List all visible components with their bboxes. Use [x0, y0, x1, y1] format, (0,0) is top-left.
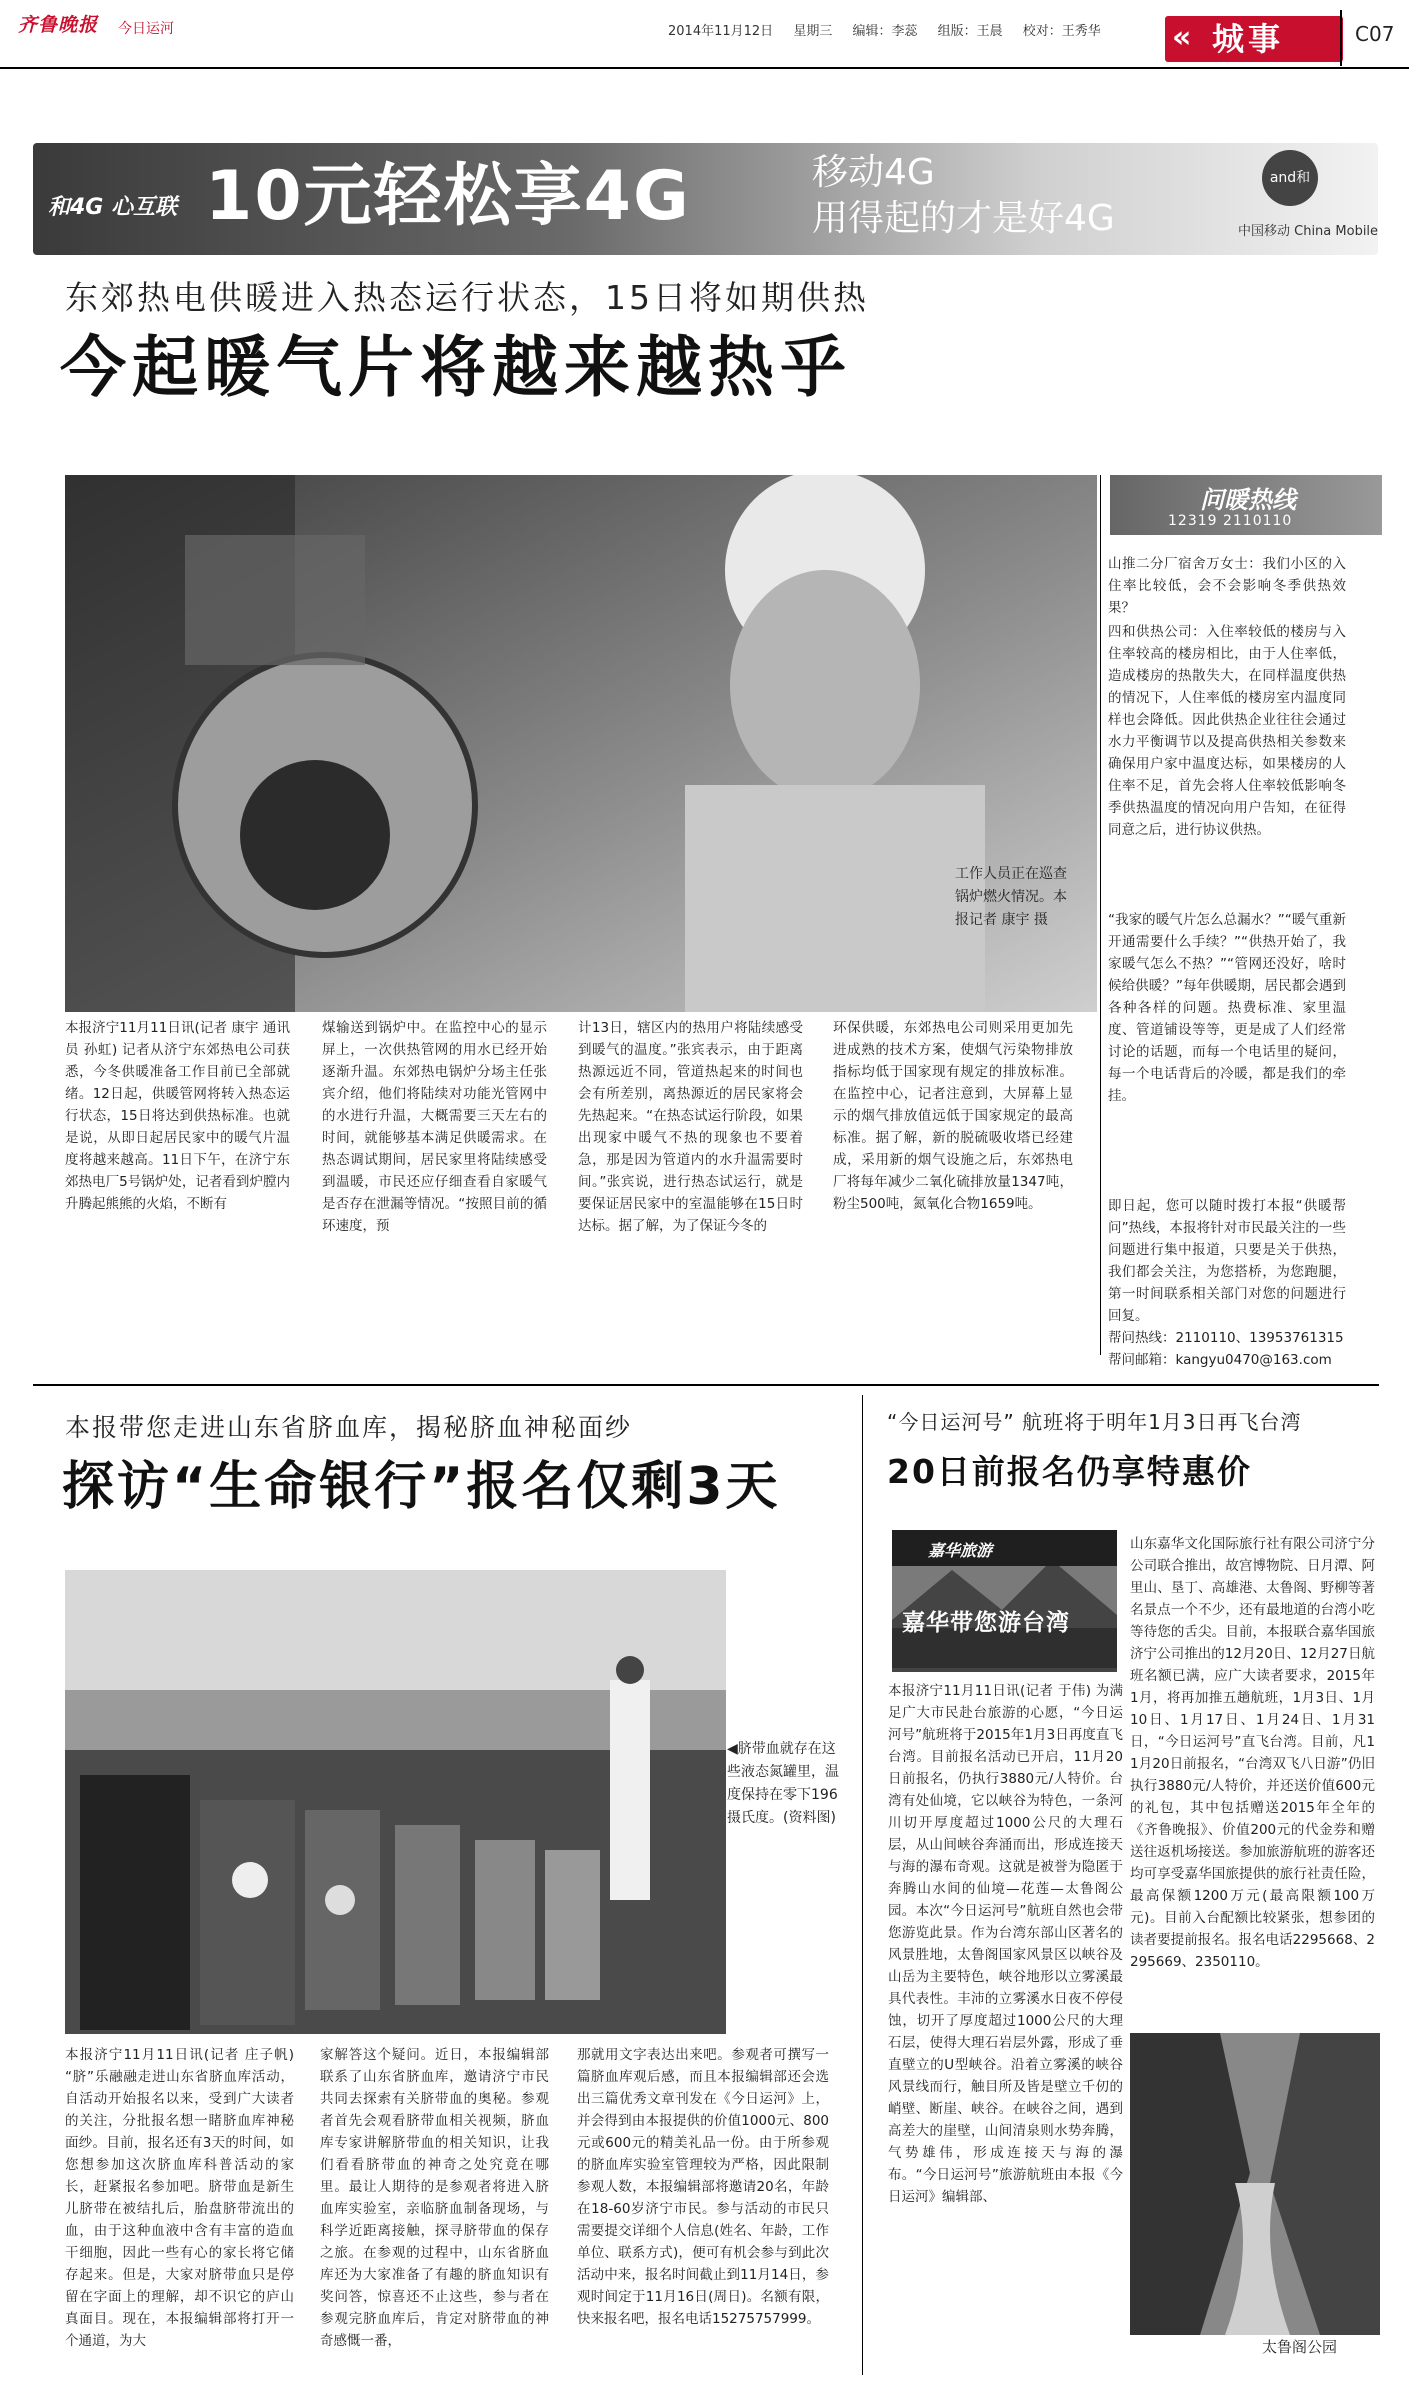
header-divider: [1340, 10, 1342, 66]
boiler-photo: [65, 475, 1097, 1012]
article2-column-2: 家解答这个疑问。近日，本报编辑部联系了山东省脐血库，邀请济宁市民共同去探索有关脐带血的奥秘。参观者首先会观看脐带血相关视频，脐血库专家讲解脐带血的相关知识，让我们看看脐带血的神奇之处究竟在哪里。最让人期待的是参观者将进入脐血库实验室，亲临脐血制备现场，与科学近距离接触，探寻脐带血的保存之旅。在参观的过程中，山东省脐血库还为大家准备了有趣的脐血知识有奖问答，惊喜还不止这些，参与者在参观完脐血库后，肯定对脐带血的神奇感慨一番，: [320, 2047, 549, 2349]
article-divider: [862, 1395, 863, 2375]
sidebar-divider: [1100, 475, 1101, 1355]
article3-column-1: 本报济宁11月11日讯(记者 于伟) 为满足广大市民赴台旅游的心愿，“今日运河号”航班将于2015年1月3日再度直飞台湾。目前报名活动已开启，11月20日前报名，仍执行3880元/人特价。台湾有处仙境，它以峡谷为特色，一条河川切开厚度超过1000公尺的大理石层，从山间峡谷奔涌而出，形成连接天与海的瀑布奇观。这就是被誉为隐匿于奔腾山水间的仙境—花莲—太鲁阁公园。本次“今日运河号”航班自然也会带您游览此景。作为台湾东部山区著名的风景胜地，太鲁阁国家风景区以峡谷及山岳为主要特色，峡谷地形以立雾溪最具代表性。丰沛的立雾溪水日夜不停侵蚀，切开了厚度超过1000公尺的大理石层，使得大理石岩层外露，形成了垂直壁立的U型峡谷。沿着立雾溪的峡谷风景线而行，触目所及皆是壁立千仞的峭壁、断崖、峡谷。在峡谷之间，遇到高差大的崖壁，山间清泉则水势奔腾，气势雄伟，形成连接天与海的瀑布。“今日运河号”旅游航班由本报《今日运河》编辑部、: [888, 1683, 1123, 2205]
header-rule: [0, 67, 1409, 69]
article2-title: 探访“生命银行”报名仅剩3天: [62, 1457, 781, 1517]
photo2-caption: ◀脐带血就存在这些液态氮罐里，温度保持在零下196摄氏度。(资料图): [727, 1741, 839, 1826]
ad-tagline-1: 移动4G: [812, 152, 935, 193]
cord-blood-photo-svg: [65, 1570, 726, 2034]
article3-title: 20日前报名仍享特惠价: [887, 1452, 1252, 1491]
article1-kicker: 东郊热电供暖进入热态运行状态，15日将如期供热: [65, 278, 869, 317]
and-logo-icon: and和: [1262, 150, 1318, 206]
hotline-invite: 即日起，您可以随时拨打本报“供暖帮问”热线，本报将针对市民最关注的一些问题进行集中报道，只要是关于供热，我们都会关注，为您搭桥，为您跑腿，第一时间联系相关部门对您的问题进行回复。: [1108, 1198, 1346, 1324]
layout-credit: 组版：王晨: [937, 24, 1003, 39]
photo4-caption: 太鲁阁公园: [1262, 2338, 1338, 2356]
tour-agency-logo: 嘉华旅游: [928, 1541, 993, 1560]
article1-column-2: 煤输送到锅炉中。在监控中心的显示屏上，一次供热管网的用水已经开始逐渐升温。东郊热电锅炉分场主任张宾介绍，他们将陆续对功能光管网中的水进行升温，大概需要三天左右的时间，就能够基本满足供暖需求。在热态调试期间，居民家里将陆续感受到温暖，市民还应仔细查看自家暖气是否存在泄漏等情况。“按照目前的循环速度，预: [322, 1020, 547, 1234]
boiler-photo-svg: [65, 475, 1097, 1012]
hotline-qa-2: 四和供热公司：入住率较低的楼房与入住率较高的楼房相比，由于人住率低，造成楼房的热散失大，在同样温度供热的情况下，人住率低的楼房室内温度同样也会降低。因此供热企业往往会通过水力平衡调节以及提高供热相关参数来确保用户家中温度达标，如果楼房的人住率不足，首先会将人住率较低影响冬季供热温度的情况向用户告知，在征得同意之后，进行协议供热。: [1108, 624, 1346, 838]
editor-credit: 编辑：李蕊: [852, 24, 918, 39]
taroko-photo-svg: [1130, 2033, 1380, 2335]
article3-column-2: 山东嘉华文化国际旅行社有限公司济宁分公司联合推出，故宫博物院、日月潭、阿里山、垦丁、高雄港、太鲁阁、野柳等著名景点一个不少，还有最地道的台湾小吃等待您的舌尖。目前，本报联合嘉华国旅济宁公司推出的12月20日、12月27日航班名额已满，应广大读者要求，2015年1月，将再加推五趟航班，1月3日、1月10日、1月17日、1月24日、1月31日，“今日运河号”直飞台湾。目前，凡11月20日前报名，“台湾双飞八日游”仍旧执行3880元/人特价，并还送价值600元的礼包，其中包括赠送2015年全年的《齐鲁晚报》、价值200元的代金券和赠送往返机场接送。参加旅游航班的游客还均可享受嘉华国旅提供的旅行社责任险，最高保额1200万元(最高限额100万元)。目前入台配额比较紧张，想参团的读者要提前报名。报名电话2295668、2295669、2350110。: [1130, 1536, 1375, 1970]
article1-title: 今起暖气片将越来越热乎: [60, 329, 852, 406]
article2-kicker: 本报带您走进山东省脐血库，揭秘脐血神秘面纱: [65, 1413, 633, 1442]
masthead-logo: 齐鲁晚报: [18, 14, 99, 36]
ad-tagline-2: 用得起的才是好4G: [812, 198, 1115, 239]
article1-column-3: 计13日，辖区内的热用户将陆续感受到暖气的温度。”张宾表示，由于距离热源远近不同，管道热起来的时间也会有所差别，离热源近的居民家将会先热起来。“在热态试运行阶段，如果出现家中暖气不热的现象也不要着急，那是因为管道内的水升温需要时间。”张宾说，进行热态试运行，就是要保证居民家中的室温能够在15日时达标。据了解，为了保证今冬的: [578, 1020, 803, 1234]
proof-credit: 校对：王秀华: [1022, 24, 1101, 39]
article2-column-1: 本报济宁11月11日讯(记者 庄子帆) “脐”乐融融走进山东省脐血库活动，自活动开始报名以来，受到广大读者的关注，分批报名想一睹脐血库神秘面纱。目前，报名还有3天的时间，如您想参加这次脐血库科普活动的家长，赶紧报名参加吧。脐带血是新生儿脐带在被结扎后，胎盘脐带流出的血，由于这种血液中含有丰富的造血干细胞，因此一些有心的家长将它储存起来。但是，大家对脐带血只是停留在字面上的理解，却不识它的庐山真面目。现在，本报编辑部将打开一个通道，为大: [65, 2047, 294, 2349]
ad-brand: 和4G 心互联: [48, 195, 178, 220]
taroko-park-photo: [1130, 2033, 1380, 2335]
section-title: 城事: [1212, 20, 1285, 58]
article3-kicker: “今日运河号” 航班将于明年1月3日再飞台湾: [887, 1410, 1302, 1434]
issue-date: 2014年11月12日: [668, 24, 774, 39]
article1-column-4: 环保供暖，东郊热电公司则采用更加先进成熟的技术方案，使烟气污染物排放指标均低于国家现有规定的排放标准。在监控中心，记者注意到，大屏幕上显示的烟气排放值远低于国家规定的最高标准。据了解，新的脱硫吸收塔已经建成，采用新的烟气设施之后，东郊热电厂将每年减少二氧化硫排放量1347吨，粉尘500吨，氮氧化合物1659吨。: [833, 1020, 1073, 1212]
tour-banner-text: 嘉华带您游台湾: [902, 1610, 1070, 1636]
hotline-intro: “我家的暖气片怎么总漏水？”“暖气重新开通需要什么手续？”“供热开始了，我家暖气怎么不热？”“管网还没好，啥时候给供暖？”每年供暖期，居民都会遇到各种各样的问题。热费标准、家里温度、管道铺设等等，更是成了人们经常讨论的话题，而每一个电话里的疑问，每一个电话背后的冷暖，都是我们的牵挂。: [1108, 912, 1346, 1104]
taiwan-tour-banner: [892, 1530, 1117, 1672]
weekday: 星期三: [793, 24, 833, 39]
chevron-left-icon: «: [1172, 20, 1192, 55]
cord-blood-bank-photo: [65, 1570, 726, 2034]
china-mobile-logo: 中国移动 China Mobile: [1238, 224, 1379, 239]
hotline-phone: 12319 2110110: [1168, 513, 1293, 529]
hotline-number: 帮问热线：2110110、13953761315: [1108, 1330, 1344, 1346]
hotline-title: 问暖热线: [1200, 486, 1296, 514]
edition-name: 今日运河: [118, 21, 174, 37]
hotline-qa-1: 山推二分厂宿舍万女士：我们小区的入住率比较低，会不会影响冬季供热效果？: [1108, 556, 1346, 616]
photo1-caption: 工作人员正在巡查锅炉燃火情况。本报记者 康宇 摄: [955, 866, 1067, 928]
article1-column-1: 本报济宁11月11日讯(记者 康宇 通讯员 孙虹) 记者从济宁东郊热电公司获悉，今冬供暖准备工作目前已全部就绪。12日起，供暖管网将转入热态运行状态，15日将达到供热标准。也就是说，从即日起居民家中的暖气片温度将越来越高。11日下午，在济宁东郊热电厂5号锅炉处，记者看到炉膛内升腾起熊熊的火焰，不断有: [65, 1020, 290, 1212]
article2-column-3: 那就用文字表达出来吧。参观者可撰写一篇脐血库观后感，而且本报编辑部还会选出三篇优秀文章刊发在《今日运河》上，并会得到由本报提供的价值1000元、800元或600元的精美礼品一份。由于所参观的脐血库实验室管理较为严格，因此限制参观人数，本报编辑部将邀请20名，年龄在18-60岁济宁市民。参与活动的市民只需要提交详细个人信息(姓名、年龄，工作单位、联系方式)，便可有机会参与到此次活动中来，报名时间截止到11月14日，参观时间定于11月16日(周日)。名额有限，快来报名吧，报名电话15275757999。: [577, 2047, 829, 2327]
taiwan-tour-banner-svg: [892, 1530, 1117, 1672]
hotline-email[interactable]: 帮问邮箱：kangyu0470@163.com: [1108, 1352, 1332, 1368]
page-number: C07: [1355, 22, 1395, 46]
section-rule: [33, 1384, 1379, 1386]
ad-headline: 10元轻松享4G: [205, 157, 691, 236]
publication-info: [668, 20, 1117, 39]
